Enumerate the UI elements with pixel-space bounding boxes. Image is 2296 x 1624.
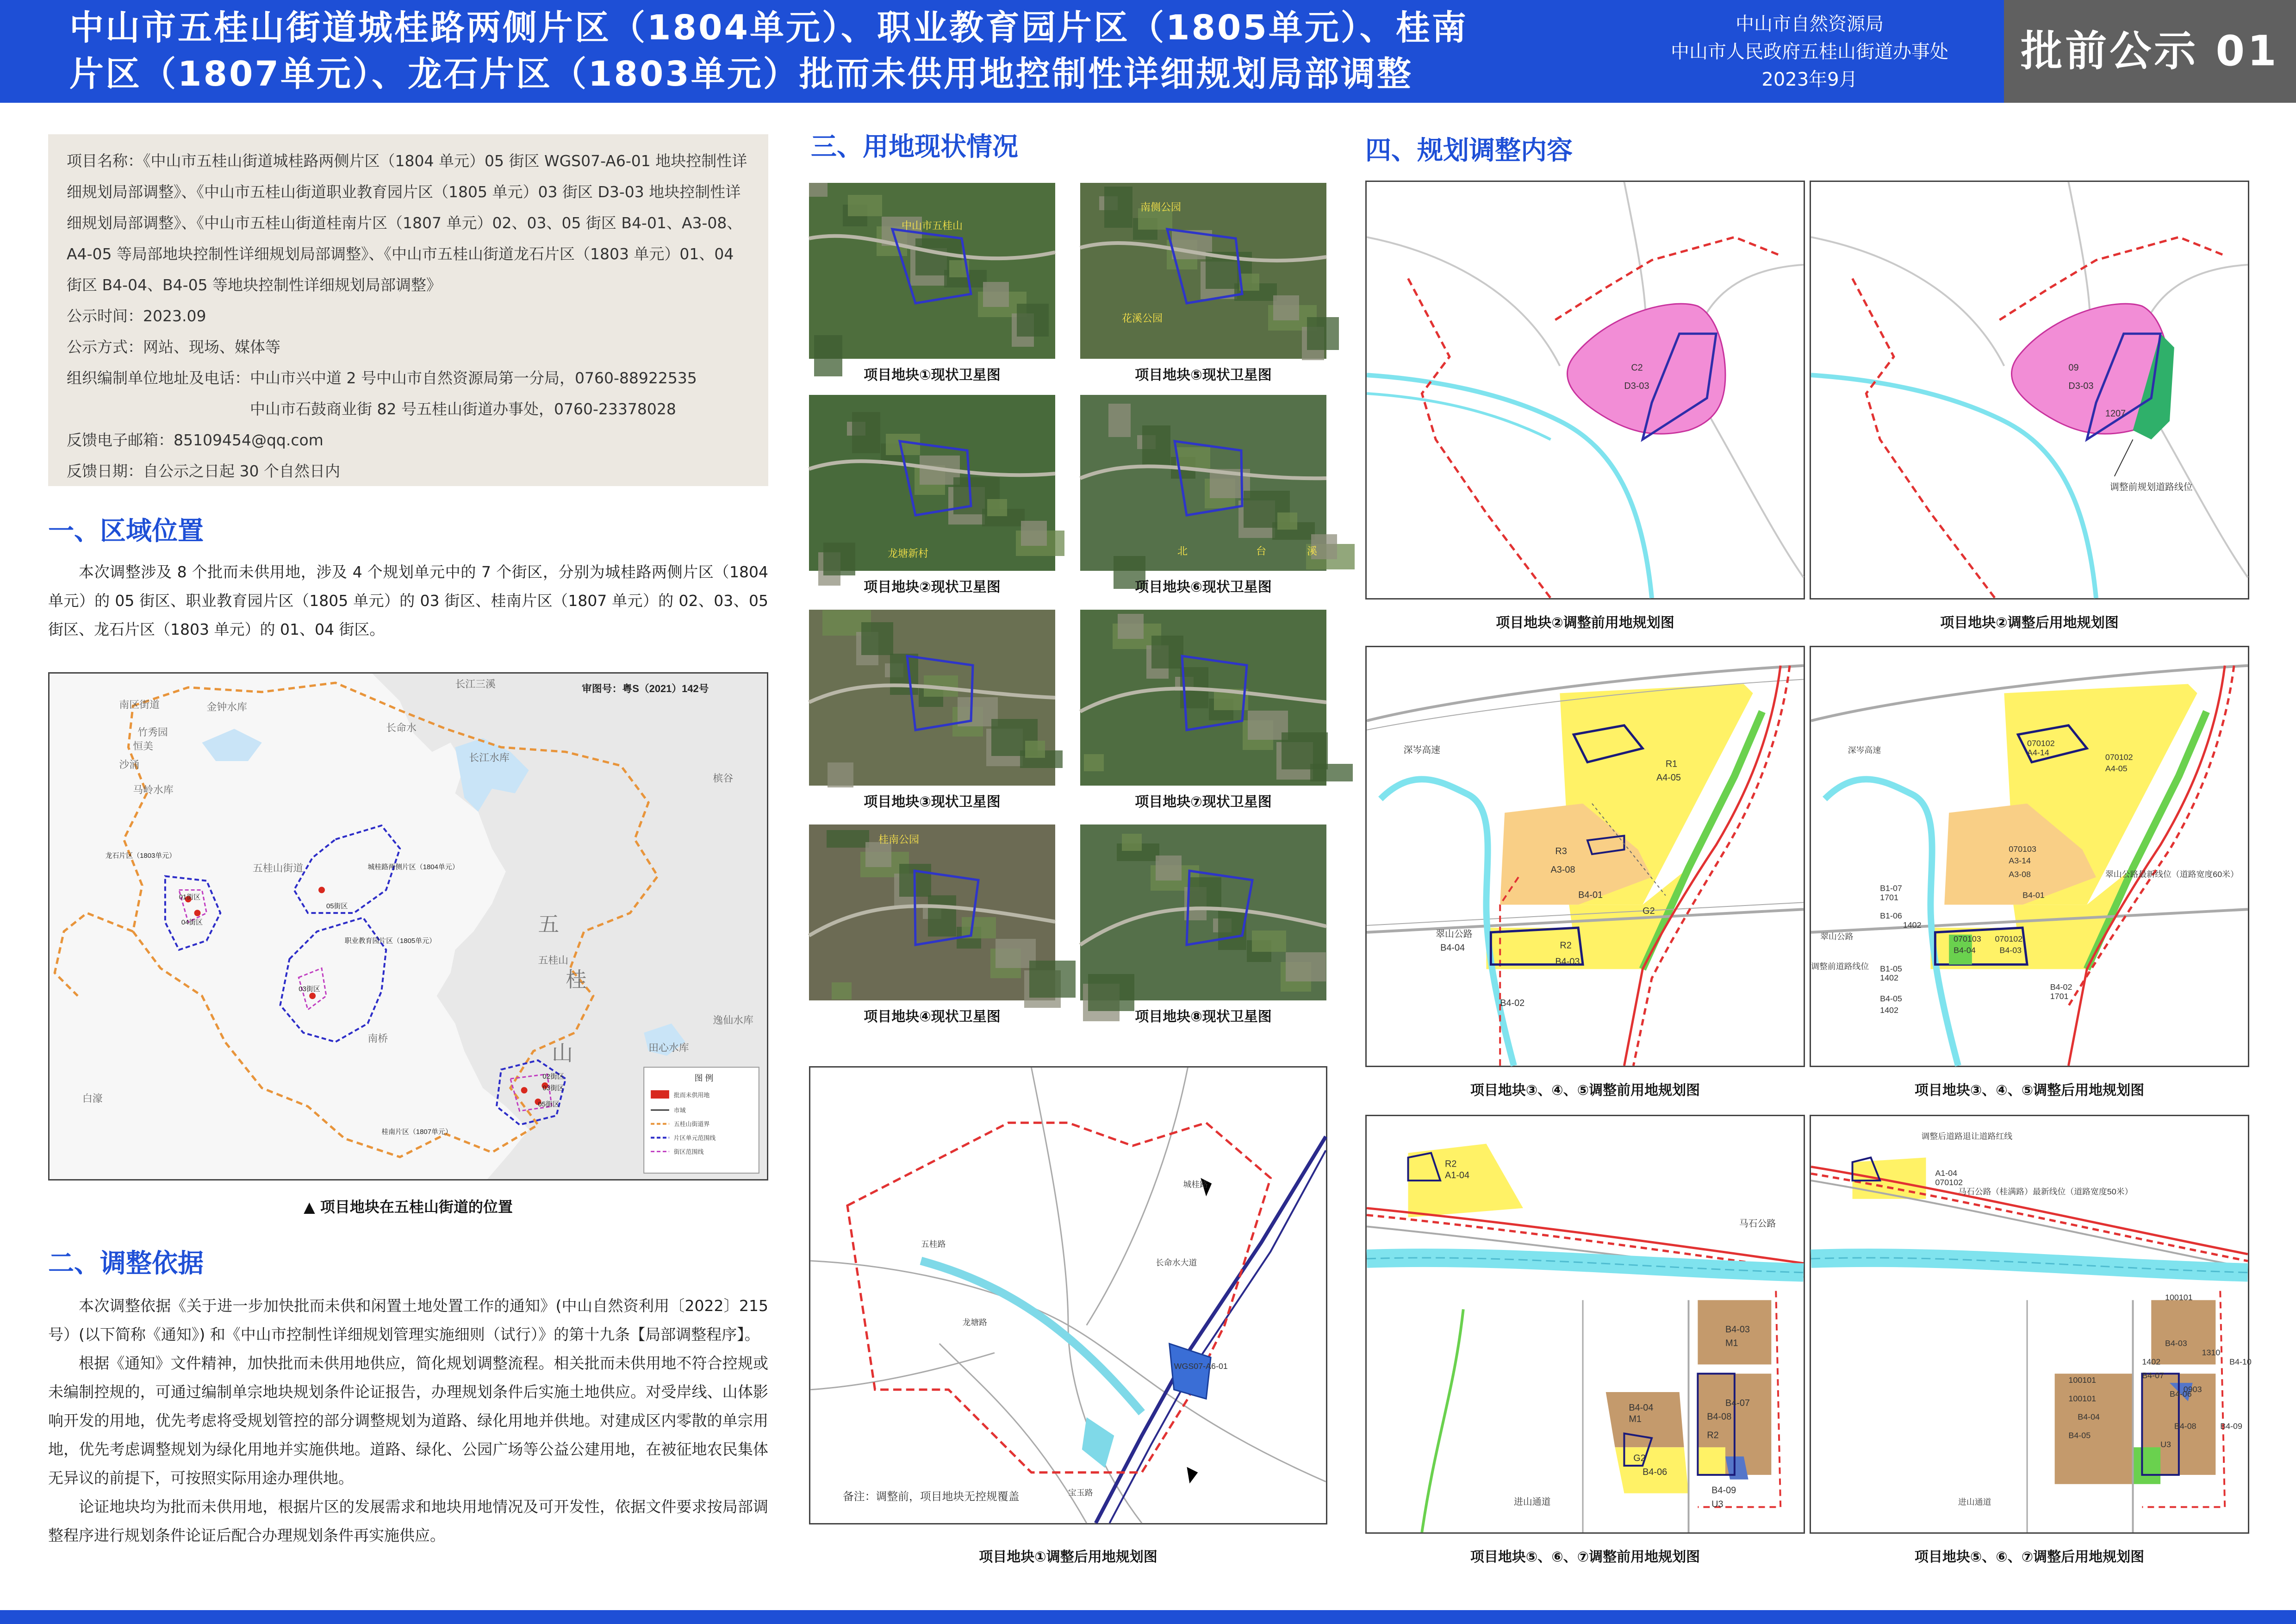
plan1-label-3: 宝玉路 [1068,1488,1093,1498]
legend-title: 图 例 [694,1074,714,1083]
project-name-line-5: 街区 B4-04、B4-05 等地块控制性详细规划局部调整》 [67,276,442,294]
plan567-after-label-2: 070102 [1935,1178,1963,1187]
project-name-line-2: 细规划局部调整》、《中山市五桂山街道职业教育园片区（1805 单元）03 街区 D3-03 地块控制性详 [67,183,741,201]
plan2-after-caption: 项目地块②调整后用地规划图 [1940,615,2119,631]
plan567-after-label-7: B4-07 [2142,1371,2165,1380]
plan567-after-label-9: B4-06 [2169,1389,2192,1399]
address-1: 中山市兴中道 2 号中山市自然资源局第一分局，0760-88922535 [250,369,697,387]
section3-title: 三、用地现状情况 [811,132,1018,162]
satellite-caption-2: 项目地块⑤现状卫星图 [1135,367,1272,383]
footer-bar [0,1610,2296,1624]
plan345-after-label-20: B4-02 [2050,982,2072,992]
region-map-svg [50,674,767,1179]
plan2-before-map [1365,181,1805,600]
map-place-10: 五桂山 [538,954,569,966]
plan567-before-label-9: B4-07 [1725,1398,1750,1408]
plan567-after-label-13: B4-08 [2174,1421,2196,1431]
satellite-image-2 [1080,183,1326,359]
plan345-after-label-23: 调整前道路线位 [1811,962,1869,971]
legend-item-4: 街区范围线 [673,1148,704,1156]
organizer-block [1643,10,1976,94]
plan2-after-map [1810,181,2249,600]
plan345-after-label-25: 深岑高速 [1848,745,1881,755]
plan345-before-label-3: A3-08 [1550,864,1575,875]
plan567-after-label-11: B4-04 [2078,1412,2100,1422]
plan345-after-label-18: B4-05 [1880,993,1902,1003]
map-place-18: 山 [552,1041,573,1065]
plan567-before-label-7: B4-06 [1643,1467,1668,1477]
organizer-1: 中山市自然资源局 [1736,13,1884,35]
plan345-after-label-2: 070102 [2105,752,2133,762]
section4-title: 四、规划调整内容 [1365,136,1573,166]
satellite-caption-1: 项目地块①现状卫星图 [864,367,1001,383]
map-unit-1: 城桂路两侧片区（1804单元） [367,863,459,871]
satellite-image-5 [809,610,1055,786]
plan345-after-label-6: A3-08 [2009,869,2031,879]
satellite-image-7 [809,824,1055,1000]
plan345-before-label-7: B4-03 [1555,956,1580,967]
map-block-2: 05街区 [326,903,348,911]
section2-para-1: 本次调整依据《关于进一步加快批而未供和闲置土地处置工作的通知》(中山自然资利用〔2022〕215 号）(以下简称《通知》) 和《中山市控制性详细规划管理实施细则（试行）》的第十九条【局部调整程序】。 [48,1297,768,1343]
map-place-11: 槟谷 [713,772,734,784]
project-name-line-3: 细规划局部调整》、《中山市五桂山街道桂南片区（1807 单元）02、03、05 街区 B4-01、A3-08、 [67,214,742,232]
project-name-line-1: 项目名称：《中山市五桂山街道城桂路两侧片区（1804 单元）05 街区 WGS07-A6-01 地块控制性详 [67,152,747,170]
feedback-deadline: 反馈日期：自公示之日起 30 个自然日内 [67,462,340,480]
plan567-before-label-4: B4-04 [1629,1402,1654,1413]
plan345-after-label-22: 翠山公路 [1820,931,1854,941]
map-place-6: 沙涌 [119,758,140,770]
map-block-4: 02街区 [542,1073,564,1081]
map-unit-2: 职业教育园片区（1805单元） [344,937,436,945]
review-number: 审图号：粤S（2021）142号 [581,682,709,694]
plan345-after-map [1810,646,2249,1067]
plan1-after-map [809,1066,1327,1524]
title-line-2: 片区（1807单元）、龙石片区（1803单元）批而未供用地控制性详细规划局部调整 [69,54,1413,94]
plan567-after-label-17: 0903 [2183,1385,2202,1394]
plan345-after-label-19: 1402 [1880,1005,1898,1015]
plan1-caption: 项目地块①调整后用地规划图 [979,1549,1157,1565]
plan567-before-label-14: 进山通道 [1514,1497,1551,1507]
plan567-before-label-6: G2 [1633,1453,1646,1464]
header-bar [0,0,2296,103]
map-place-13: 南桥 [367,1032,388,1044]
feedback-email[interactable]: 反馈电子邮箱：85109454@qq.com [67,431,324,449]
map-place-1: 南区街道 [119,699,160,711]
satellite-image-1 [809,183,1055,359]
plan345-after-label-0: 070102 [2027,738,2055,748]
plan345-before-label-6: R2 [1560,940,1572,951]
publish-mode: 公示方式：网站、现场、媒体等 [67,338,280,356]
map-place-3: 长命水 [386,722,417,734]
section2-para-3: 论证地块均为批而未供用地，根据片区的发展需求和地块用地情况及可开发性，依据文件要求按局部调整程序进行规划条件论证后配合办理规划条件再实施供应。 [48,1498,768,1544]
map-place-7: 马岭水库 [133,784,174,796]
plan345-before-label-10: 翠山公路 [1436,929,1473,939]
plan1-note: 备注：调整前，项目地块无控规覆盖 [842,1490,1020,1503]
plan345-after-label-21: 1701 [2050,991,2069,1001]
plan345-before-label-0: R1 [1665,759,1678,769]
address-row-1 [67,362,750,394]
satellite-label-3: 花溪公园 [1122,312,1163,324]
plan567-before-label-12: U3 [1711,1499,1724,1510]
plan345-after-label-12: 070103 [1954,934,1981,943]
plan567-after-label-10: 100101 [2068,1393,2097,1403]
plan567-after-label-4: 100101 [2165,1293,2193,1302]
region-location-map [48,672,768,1181]
satellite-image-3 [809,395,1055,571]
notice-badge: 批前公示 01 [2004,0,2296,103]
plan567-after-label-6: 1402 [2142,1357,2161,1367]
satellite-image-6 [1080,610,1326,786]
plan345-after-label-24: 翠山公路最新线位（道路宽度60米） [2105,869,2239,879]
map-place-15: 田心水库 [648,1042,689,1054]
plan2-after-label-3: 调整前规划道路线位 [2109,482,2193,493]
map-unit-0: 龙石片区（1803单元） [105,852,176,860]
satellite-caption-3: 项目地块②现状卫星图 [864,579,1001,595]
address-label: 组织编制单位地址及电话： [67,369,250,387]
map-place-16: 五 [538,912,560,936]
section1-title: 一、区域位置 [48,516,204,546]
plan345-after-label-11: 1402 [1903,920,1922,930]
map-block-0: 01街区 [179,893,201,901]
satellite-caption-5: 项目地块③现状卫星图 [864,794,1001,810]
plan567-before-label-3: M1 [1725,1338,1738,1349]
map-block-5: 03街区 [542,1085,564,1093]
plan567-after-label-1: A1-04 [1935,1168,1958,1178]
satellite-label-5: 台 [1256,545,1267,557]
plan345-before-label-4: B4-01 [1578,890,1603,900]
legend-item-3: 片区单元范围线 [673,1134,716,1142]
publish-date: 2023年9月 [1761,69,1858,90]
plan1-svg [810,1068,1326,1523]
map-block-6: 05街区 [538,1100,560,1108]
map-legend [644,1067,759,1173]
plan345-before-map [1365,646,1805,1067]
map-place-0: 长江三溪 [455,678,496,690]
plan345-after-label-15: B4-03 [1999,945,2022,955]
plan2-before-label-1: D3-03 [1624,381,1649,392]
section2-para-2: 根据《通知》文件精神，加快批而未供用地供应，简化规划调整流程。相关批而未供用地不符合控规或未编制控规的，可通过编制单宗地块规划条件论证报告，办理规划条件后实施土地供应。对受岸线、山体影响开发的用地，优先考虑将受规划管控的部分调整规划为道路、绿化用地并供地。对建成区内零散的单宗用地，优先考虑调整规划为绿化用地并实施供地。道路、绿化、公园广场等公益公建用地，在被征地农民集体无异议的前提下，可按照实际用途办理供地。 [48,1354,768,1487]
plan345-after-label-9: 1701 [1880,893,1898,902]
plan1-label-0: 五桂路 [921,1239,946,1249]
map-place-8: 长江水库 [469,751,510,763]
map-unit-3: 桂南片区（1807单元） [381,1128,452,1136]
map-place-9: 五桂山街道 [252,862,304,874]
plan345-before-label-9: B4-02 [1500,998,1525,1008]
plan567-before-caption: 项目地块⑤、⑥、⑦调整前用地规划图 [1470,1549,1700,1565]
satellite-label-1: 南侧公园 [1140,201,1182,213]
plan567-after-label-3: 马石公路（桂满路）最新线位（道路宽度50米） [1958,1187,2133,1196]
map-place-17: 桂 [566,968,587,992]
map-place-2: 金钟水库 [206,701,247,713]
plan345-before-label-2: R3 [1555,846,1567,857]
plan567-after-label-16: 1310 [2202,1348,2221,1357]
satellite-caption-8: 项目地块⑧现状卫星图 [1135,1009,1272,1025]
plan345-after-caption: 项目地块③、④、⑤调整后用地规划图 [1914,1082,2145,1099]
plan345-after-label-4: 070103 [2009,844,2036,854]
plan567-after-label-0: 调整后道路退让道路红线 [1921,1131,2013,1141]
plan1-label-5: WGS07-A6-01 [1174,1362,1228,1371]
map-place-4: 竹秀园 [137,726,168,738]
plan567-after-label-15: B4-10 [2229,1357,2252,1367]
plan345-before-label-11: 深岑高速 [1403,745,1441,756]
satellite-caption-7: 项目地块④现状卫星图 [864,1009,1001,1025]
satellite-label-4: 北 [1177,545,1188,557]
satellite-label-7: 桂南公园 [878,834,920,845]
plan2-before-label-0: C2 [1631,362,1643,373]
legend-item-0: 批而未供用地 [673,1091,710,1099]
legend-item-1: 市域 [673,1106,686,1114]
map-place-12: 逸仙水库 [713,1014,753,1026]
plan567-before-label-2: B4-03 [1725,1324,1750,1335]
map-place-5: 恒美 [133,740,154,752]
satellite-caption-6: 项目地块⑦现状卫星图 [1135,794,1272,810]
plan345-after-label-8: B1-07 [1880,883,1902,893]
project-info-box [48,134,768,486]
plan345-before-caption: 项目地块③、④、⑤调整前用地规划图 [1470,1082,1700,1099]
plan567-after-label-18: U3 [2160,1440,2171,1449]
plan345-after-label-16: B1-05 [1880,964,1902,974]
satellite-label-0: 中山市五桂山 [902,220,963,231]
map-block-3: 03街区 [299,986,320,993]
plan345-after-label-14: 070102 [1995,934,2023,943]
map-block-1: 04街区 [181,919,203,927]
plan567-after-label-8: 100101 [2068,1375,2097,1385]
plan345-after-label-3: A4-05 [2105,764,2128,774]
plan2-after-label-1: D3-03 [2068,381,2094,392]
plan345-before-label-5: G2 [1643,906,1655,917]
plan567-before-label-5: M1 [1629,1414,1642,1424]
section2-text [48,1292,768,1550]
satellite-caption-4: 项目地块⑥现状卫星图 [1135,579,1272,595]
plan2-after-label-2: 1207 [2105,408,2126,419]
project-name-line-4: A4-05 等局部地块控制性详细规划局部调整》、《中山市五桂山街道龙石片区（1803 单元）01、04 [67,245,734,263]
satellite-image-8 [1080,824,1326,1000]
plan345-after-label-13: B4-04 [1954,945,1976,955]
region-map-caption: ▲ 项目地块在五桂山街道的位置 [304,1198,513,1216]
title-line-1: 中山市五桂山街道城桂路两侧片区（1804单元）、职业教育园片区（1805单元）、桂南 [69,8,1468,48]
plan345-after-label-5: A3-14 [2009,856,2031,865]
plan345-before-label-8: B4-04 [1440,943,1465,953]
page-title [69,5,1643,97]
plan345-after-label-7: B4-01 [2022,890,2045,900]
plan345-after-label-17: 1402 [1880,973,1898,983]
plan1-label-1: 龙塘路 [962,1318,988,1327]
plan567-after-label-12: B4-05 [2068,1430,2091,1440]
satellite-image-4 [1080,395,1326,571]
plan1-label-4: 长命水大道 [1155,1258,1197,1268]
plan345-after-label-10: B1-06 [1880,911,1902,921]
plan567-before-label-10: R2 [1707,1430,1719,1441]
plan567-after-caption: 项目地块⑤、⑥、⑦调整后用地规划图 [1914,1549,2145,1565]
plan345-before-label-1: A4-05 [1656,773,1681,783]
plan567-after-map [1810,1115,2252,1534]
plan1-label-2: 城桂路 [1183,1180,1208,1189]
map-place-14: 白濠 [82,1092,103,1104]
satellite-label-6: 溪 [1307,545,1318,557]
organizer-2: 中山市人民政府五桂山街道办事处 [1671,41,1948,62]
plan567-before-label-11: B4-09 [1711,1485,1736,1496]
plan567-before-label-13: 马石公路 [1739,1218,1776,1229]
legend-item-2: 五桂山街道界 [673,1120,710,1128]
plan567-after-label-14: B4-09 [2220,1421,2242,1431]
plan567-before-label-1: A1-04 [1445,1170,1470,1181]
address-2: 中山市石鼓商业街 82 号五桂山街道办事处，0760-23378028 [250,400,676,418]
plan567-before-map [1365,1115,1805,1534]
plan567-after-label-5: B4-03 [2165,1338,2187,1348]
plan345-after-label-1: A4-14 [2027,748,2049,757]
section2-title: 二、调整依据 [48,1249,204,1279]
plan567-after-label-19: 进山通道 [1958,1497,1991,1507]
plan567-before-label-0: R2 [1445,1159,1457,1169]
section1-text: 本次调整涉及 8 个批而未供用地，涉及 4 个规划单元中的 7 个街区，分别为城桂路两侧片区（1804 单元）的 05 街区、职业教育园片区（1805 单元）的 03 街区、桂南片区（1807 单元）的 02、03、05 街区、龙石片区（1803 单元）的 01、04 街区。 [48,563,768,638]
satellite-label-2: 龙塘新村 [888,548,929,559]
plan2-before-caption: 项目地块②调整前用地规划图 [1496,615,1674,631]
plan2-after-label-0: 09 [2068,362,2079,373]
publish-time: 公示时间：2023.09 [67,307,206,325]
plan567-before-label-8: B4-08 [1707,1412,1732,1422]
